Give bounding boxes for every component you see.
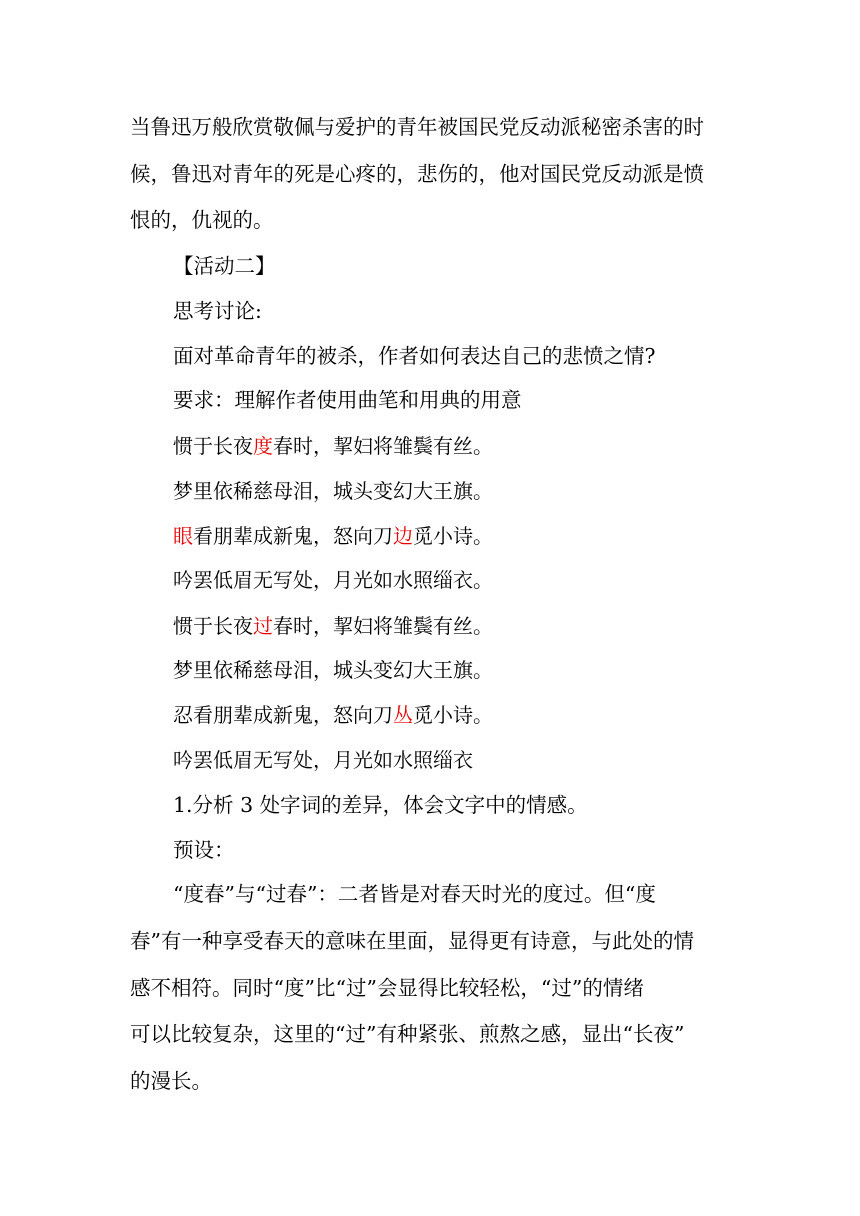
poem-b-line-3 <box>173 701 493 729</box>
analysis-line: 春”有一种享受春天的意味在里面，显得更有诗意，与此处的情 <box>130 929 694 953</box>
poem-b-line-2: 梦里依稀慈母泪，城头变幻大王旗。 <box>173 658 493 682</box>
analysis-line: “度春”与“过春”：二者皆是对春天时光的度过。但“度 <box>173 882 656 906</box>
preset-label: 预设： <box>173 838 235 862</box>
poem-text: 觅小诗。 <box>413 703 493 727</box>
highlight-word: 过 <box>253 614 273 638</box>
analysis-line: 的漫长。 <box>130 1069 212 1093</box>
poem-text: 惯于长夜 <box>173 614 253 638</box>
discussion-question: 面对革命青年的被杀，作者如何表达自己的悲愤之情? <box>173 344 656 368</box>
poem-a-line-4: 吟罢低眉无写处，月光如水照缁衣。 <box>173 568 493 592</box>
task-1: 1.分析 3 处字词的差异，体会文字中的情感。 <box>173 793 588 817</box>
paragraph-line: 当鲁迅万般欣赏敬佩与爱护的青年被国民党反动派秘密杀害的时 <box>130 115 704 139</box>
poem-text: 忍看朋辈成新鬼，怒向刀 <box>173 703 393 727</box>
analysis-line: 感不相符。同时“度”比“过”会显得比较轻松，“过”的情绪 <box>130 976 644 1000</box>
highlight-word: 丛 <box>393 703 413 727</box>
poem-text: 看朋辈成新鬼，怒向刀 <box>193 524 393 548</box>
poem-a-line-1 <box>173 432 493 460</box>
analysis-line: 可以比较复杂，这里的“过”有种紧张、煎熬之感，显出“长夜” <box>130 1022 685 1046</box>
discussion-label: 思考讨论: <box>173 299 262 323</box>
poem-b-line-1 <box>173 612 493 640</box>
paragraph-line: 恨的，仇视的。 <box>130 208 274 232</box>
poem-text: 惯于长夜 <box>173 434 253 458</box>
poem-text: 觅小诗。 <box>413 524 493 548</box>
poem-b-line-4: 吟罢低眉无写处，月光如水照缁衣 <box>173 748 473 772</box>
poem-text: 春时，挈妇将雏鬓有丝。 <box>273 434 493 458</box>
poem-a-line-3 <box>173 522 493 550</box>
highlight-word: 边 <box>393 524 413 548</box>
highlight-word: 眼 <box>173 524 193 548</box>
poem-text: 春时，挈妇将雏鬓有丝。 <box>273 614 493 638</box>
highlight-word: 度 <box>253 434 273 458</box>
paragraph-line: 候，鲁迅对青年的死是心疼的，悲伤的，他对国民党反动派是愤 <box>130 162 704 186</box>
poem-a-line-2: 梦里依稀慈母泪，城头变幻大王旗。 <box>173 479 493 503</box>
requirement-text: 要求：理解作者使用曲笔和用典的用意 <box>173 388 522 412</box>
activity-title: 【活动二】 <box>173 254 276 278</box>
